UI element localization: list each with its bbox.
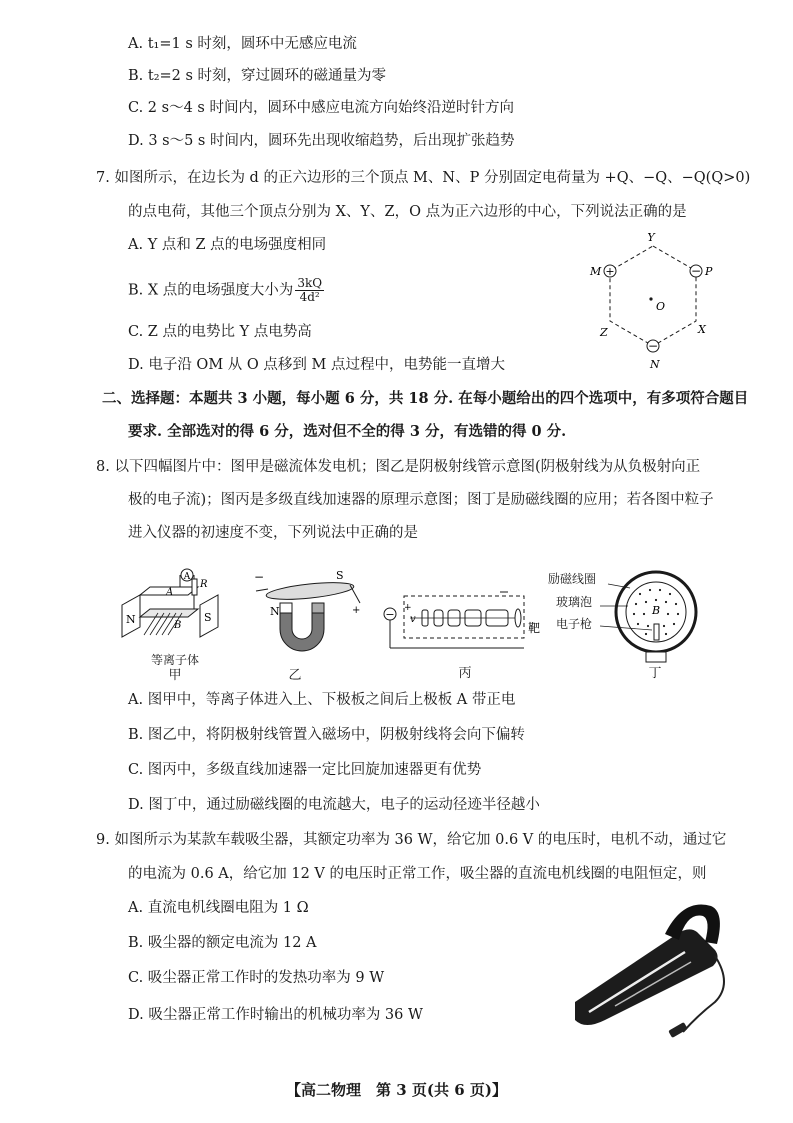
q7-stem-line2: 的点电荷，其他三个顶点分别为 X、Y、Z，O 点为正六边形的中心，下列说法正确的是 [128, 204, 687, 220]
electron-gun [654, 624, 659, 640]
figure-bing-caption: 丙 [458, 666, 472, 681]
tube-anode-wire [350, 585, 360, 603]
figure-yi-cathode-ray-tube [252, 565, 364, 657]
label-y: Y [647, 231, 655, 244]
label-p: P [705, 265, 713, 278]
center-o-dot [649, 297, 652, 300]
q9-stem-line2: 的电流为 0.6 A，给它加 12 V 的电压时正常工作，吸尘器的直流电机线圈的电阻恒定，则 [128, 866, 707, 882]
q7-option-a: A. Y 点和 Z 点的电场强度相同 [128, 237, 327, 253]
car-vacuum-cleaner-image [565, 884, 735, 1044]
hexagon-figure [588, 228, 718, 378]
minus-terminal-label: − [254, 570, 265, 584]
bulb-label: 玻璃泡 [556, 595, 593, 609]
q7-option-b-text: B. X 点的电场强度大小为 [128, 282, 294, 299]
figure-jia-plasma-label: 等离子体 [150, 653, 199, 667]
target-label: 靶 [528, 621, 541, 635]
q8-option-c: C. 图丙中，多级直线加速器一定比回旋加速器更有优势 [128, 762, 482, 778]
magnet-s-pole [312, 603, 324, 613]
hexagon-outline [610, 246, 696, 346]
q6-option-c: C. 2 s～4 s 时间内，圆环中感应电流方向始终沿逆时针方向 [128, 100, 514, 116]
figure-yi-caption: 乙 [288, 668, 302, 683]
section2-heading-line1: 二、选择题：本题共 3 小题，每小题 6 分，共 18 分. 在每小题给出的四个选项中，有多项符合题目 [102, 390, 749, 407]
coil-label: 励磁线圈 [548, 572, 597, 586]
ammeter-label: A [183, 572, 191, 582]
gun-label: 电子枪 [556, 617, 593, 631]
label-x: X [698, 323, 706, 336]
q9-option-b: B. 吸尘器的额定电流为 12 A [128, 935, 317, 951]
resistor-r [192, 579, 197, 595]
q8-stem-line1: 8. 以下四幅图片中：图甲是磁流体发电机；图乙是阴极射线管示意图(阴极射线为从负极射向正 [96, 459, 701, 475]
q9-option-c: C. 吸尘器正常工作时的发热功率为 9 W [128, 970, 385, 986]
q7-option-b-fraction [295, 277, 324, 304]
q9-option-d: D. 吸尘器正常工作时输出的机械功率为 36 W [128, 1007, 423, 1023]
q8-option-b: B. 图乙中，将阴极射线管置入磁场中，阴极射线将会向下偏转 [128, 727, 525, 743]
q7-option-b [128, 277, 324, 304]
label-m: M [590, 265, 602, 278]
coil-stand [646, 652, 666, 662]
fraction-denominator: 4d² [299, 290, 320, 304]
q7-option-c: C. Z 点的电势比 Y 点电势高 [128, 324, 312, 340]
plate-a-label: A [166, 587, 174, 598]
figure-bing-linear-accelerator [380, 590, 555, 662]
tube-body [266, 579, 355, 602]
charge-m-sign: + [605, 265, 615, 278]
q8-option-a: A. 图甲中，等离子体进入上、下极板之间后上极板 A 带正电 [128, 692, 516, 708]
q6-option-b: B. t₂=2 s 时刻，穿过圆环的磁通量为零 [128, 68, 387, 84]
q8-stem-line2: 极的电子流)；图丙是多级直线加速器的原理示意图；图丁是励磁线圈的应用；若各图中粒子 [128, 492, 714, 508]
magnet-s-label: S [204, 611, 212, 624]
q9-stem-line1: 9. 如图所示为某款车载吸尘器，其额定功率为 36 W，给它加 0.6 V 的电压时，电机不动，通过它 [96, 832, 727, 848]
figure-ding-caption: 丁 [648, 666, 662, 681]
q6-option-d: D. 3 s～5 s 时间内，圆环先出现收缩趋势，后出现扩张趋势 [128, 133, 515, 149]
page-footer: 【高二物理 第 3 页(共 6 页)】 [286, 1081, 507, 1099]
plus-label: + [404, 603, 412, 613]
label-z: Z [600, 326, 608, 339]
q6-option-a: A. t₁=1 s 时刻，圆环中无感应电流 [128, 36, 357, 52]
q8-option-d: D. 图丁中，通过励磁线圈的电流越大，电子的运动径迹半径越小 [128, 797, 540, 813]
plus-terminal-label: + [352, 605, 361, 616]
section2-heading-line2: 要求. 全部选对的得 6 分，选对但不全的得 3 分，有选错的得 0 分. [128, 423, 567, 440]
tube-electrode [256, 589, 268, 591]
fraction-numerator: 3kQ [297, 276, 323, 290]
q9-option-a: A. 直流电机线圈电阻为 1 Ω [128, 900, 309, 916]
car-plug [668, 1022, 688, 1038]
pole-n-label: N [270, 605, 280, 618]
plate-b-label: B [174, 620, 182, 631]
resistor-label: R [200, 579, 208, 590]
figure-jia-mhd-generator [118, 565, 230, 653]
q7-stem-line1: 7. 如图所示，在边长为 d 的正六边形的三个顶点 M、N、P 分别固定电荷量为 +Q、−Q、−Q(Q>0) [96, 170, 751, 186]
target-disc [515, 609, 521, 627]
velocity-label: v [410, 614, 416, 625]
label-o: O [656, 300, 666, 313]
charge-n-sign: − [647, 339, 659, 353]
q7-option-d: D. 电子沿 OM 从 O 点移到 M 点过程中，电势能一直增大 [128, 357, 505, 373]
pole-s-label: S [336, 569, 344, 582]
field-b-label: B [652, 604, 661, 617]
figure-jia-caption: 甲 [168, 668, 182, 683]
magnet-n-pole [280, 603, 292, 613]
magnet-n-label: N [126, 613, 136, 626]
charge-p-sign: − [690, 264, 702, 278]
q8-stem-line3: 进入仪器的初速度不变，下列说法中正确的是 [128, 525, 418, 541]
label-n: N [650, 358, 660, 371]
source-minus-label: − [385, 608, 395, 621]
plate-bottom-b [140, 609, 198, 617]
